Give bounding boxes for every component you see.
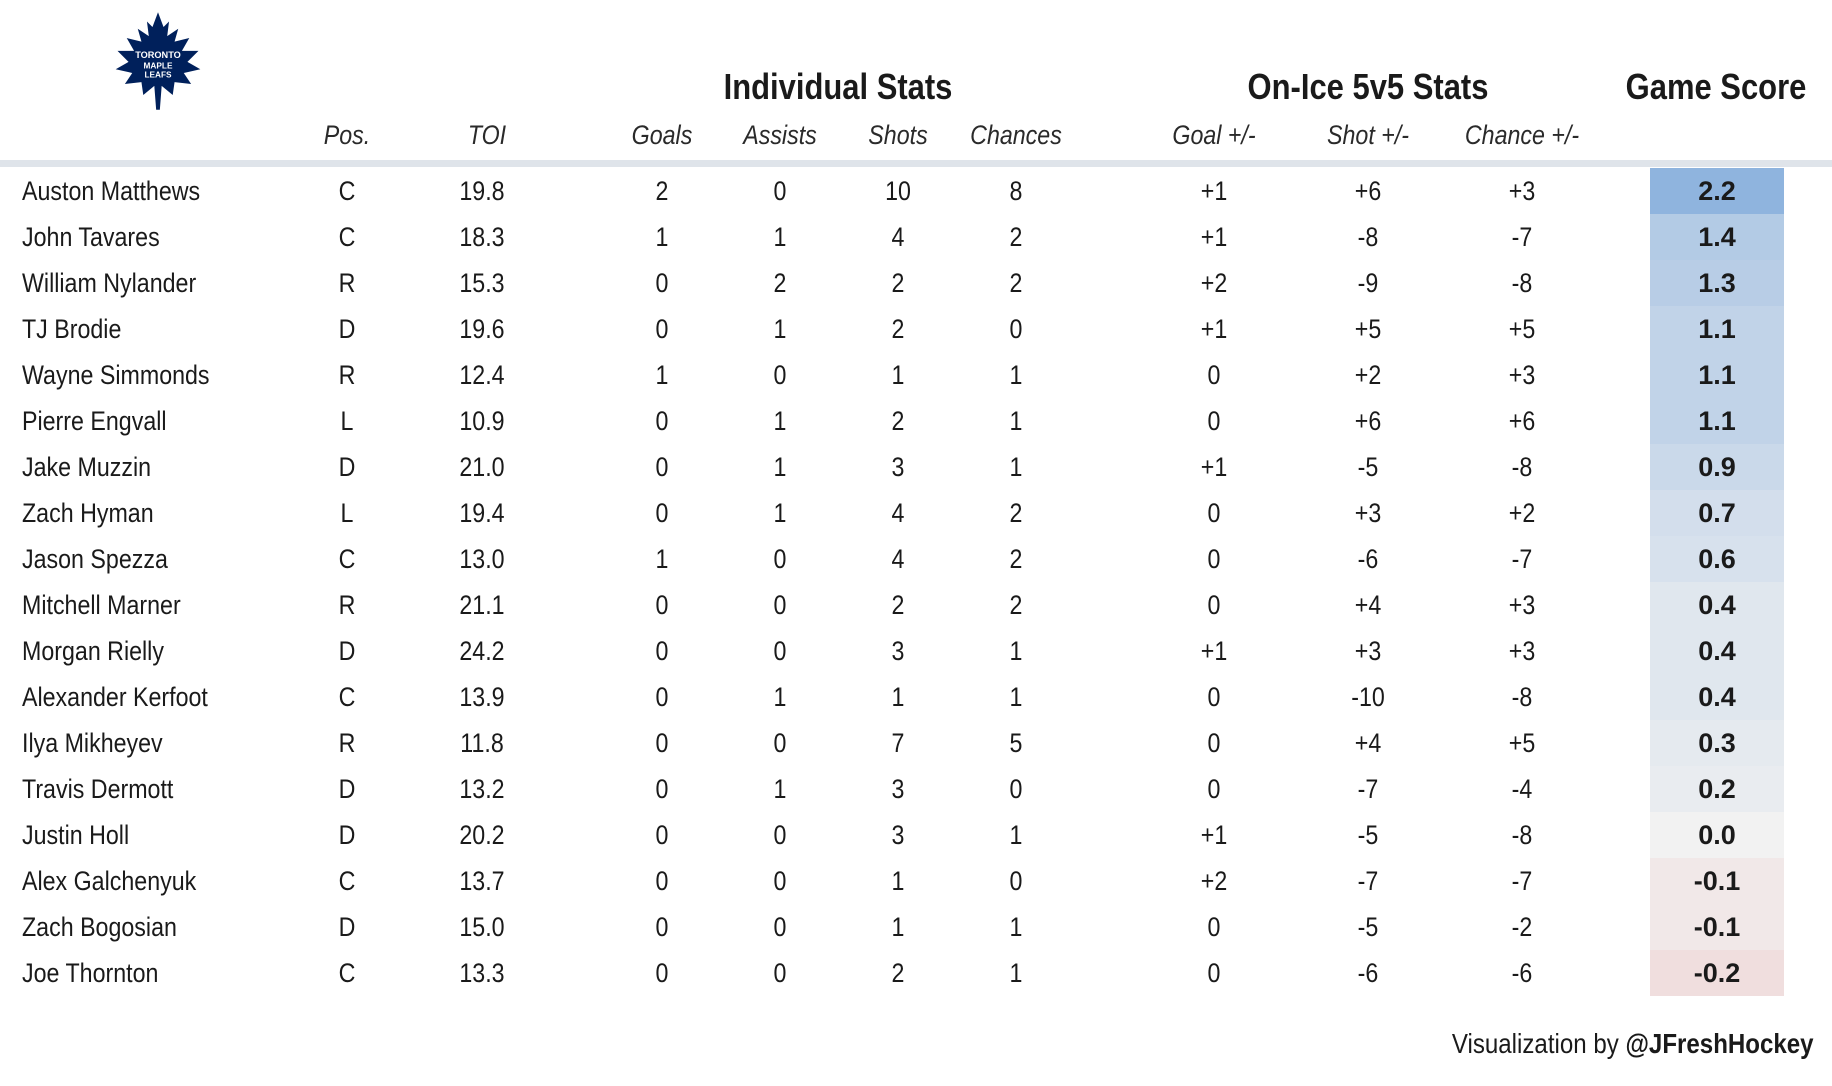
player-chances: 5 (1009, 728, 1023, 758)
player-chance-pm: -6 (1511, 958, 1533, 988)
player-assists: 1 (773, 406, 787, 436)
player-goal-pm: +2 (1200, 268, 1228, 298)
player-goals: 1 (655, 222, 669, 252)
player-goal-pm: +1 (1200, 176, 1228, 206)
player-shot-pm: +6 (1354, 406, 1382, 436)
player-chance-pm: -8 (1511, 452, 1533, 482)
player-goals: 0 (655, 866, 669, 896)
game-score-cell: -0.2 (1650, 950, 1784, 996)
player-name: Zach Hyman (22, 498, 154, 528)
group-title-gamescore: Game Score (1625, 66, 1807, 107)
game-score-cell: 0.9 (1650, 444, 1784, 490)
player-shot-pm: -10 (1351, 682, 1385, 712)
player-shots: 2 (891, 590, 905, 620)
player-shot-pm: -6 (1357, 544, 1379, 574)
player-pos: L (340, 498, 354, 528)
player-chances: 2 (1009, 544, 1023, 574)
player-shot-pm: -9 (1357, 268, 1379, 298)
table-row (0, 858, 1832, 904)
attribution-handle: @JFreshHockey (1625, 1028, 1814, 1059)
player-shots: 2 (891, 958, 905, 988)
player-chances: 1 (1009, 958, 1023, 988)
player-chance-pm: -8 (1511, 820, 1533, 850)
player-name: Zach Bogosian (22, 912, 177, 942)
player-shot-pm: +2 (1354, 360, 1382, 390)
player-name: John Tavares (22, 222, 160, 252)
player-name: Alexander Kerfoot (22, 682, 208, 712)
player-chances: 2 (1009, 222, 1023, 252)
player-assists: 1 (773, 498, 787, 528)
table-row (0, 214, 1832, 260)
player-shot-pm: -7 (1357, 774, 1379, 804)
player-chances: 1 (1009, 682, 1023, 712)
player-name: Mitchell Marner (22, 590, 181, 620)
player-assists: 0 (773, 176, 787, 206)
group-title-onice: On-Ice 5v5 Stats (1247, 66, 1489, 107)
player-assists: 0 (773, 590, 787, 620)
logo-text-line2: MAPLE (143, 61, 173, 71)
player-shots: 10 (885, 176, 911, 206)
player-goal-pm: 0 (1207, 406, 1221, 436)
player-assists: 0 (773, 544, 787, 574)
player-assists: 0 (773, 912, 787, 942)
player-chance-pm: +6 (1508, 406, 1536, 436)
player-chances: 2 (1009, 590, 1023, 620)
table-row (0, 352, 1832, 398)
player-goal-pm: +2 (1200, 866, 1228, 896)
player-shots: 7 (891, 728, 905, 758)
player-goal-pm: 0 (1207, 682, 1221, 712)
table-row (0, 582, 1832, 628)
player-goal-pm: 0 (1207, 590, 1221, 620)
player-chances: 1 (1009, 820, 1023, 850)
player-shots: 4 (891, 498, 905, 528)
player-table (0, 168, 1832, 996)
player-goal-pm: +1 (1200, 636, 1228, 666)
game-score-cell: 0.4 (1650, 582, 1784, 628)
player-goals: 2 (655, 176, 669, 206)
player-pos: D (338, 820, 356, 850)
player-pos: C (338, 176, 356, 206)
player-goal-pm: +1 (1200, 820, 1228, 850)
player-shot-pm: +4 (1354, 728, 1382, 758)
player-pos: R (338, 268, 356, 298)
table-row (0, 674, 1832, 720)
player-toi: 15.0 (459, 912, 505, 942)
player-goals: 0 (655, 498, 669, 528)
player-chances: 8 (1009, 176, 1023, 206)
player-shots: 2 (891, 268, 905, 298)
player-chances: 1 (1009, 406, 1023, 436)
player-toi: 18.3 (459, 222, 505, 252)
player-shots: 3 (891, 636, 905, 666)
player-goal-pm: 0 (1207, 544, 1221, 574)
player-chance-pm: +3 (1508, 176, 1536, 206)
player-chances: 2 (1009, 268, 1023, 298)
player-pos: L (340, 406, 354, 436)
player-name: Justin Holl (22, 820, 130, 850)
player-shot-pm: +5 (1354, 314, 1382, 344)
player-pos: R (338, 728, 356, 758)
player-name: Auston Matthews (22, 176, 201, 206)
col-head-goal-pm: Goal +/- (1172, 120, 1256, 150)
player-pos: C (338, 544, 356, 574)
player-toi: 24.2 (459, 636, 505, 666)
player-toi: 10.9 (459, 406, 505, 436)
player-shot-pm: -5 (1357, 452, 1379, 482)
player-goal-pm: +1 (1200, 222, 1228, 252)
player-shots: 3 (891, 774, 905, 804)
player-shot-pm: -5 (1357, 820, 1379, 850)
col-head-chances: Chances (970, 120, 1062, 150)
player-toi: 21.0 (459, 452, 505, 482)
player-goals: 1 (655, 544, 669, 574)
table-row (0, 812, 1832, 858)
player-shot-pm: -8 (1357, 222, 1379, 252)
col-head-goals: Goals (631, 120, 693, 150)
player-toi: 12.4 (459, 360, 505, 390)
player-name: Joe Thornton (22, 958, 159, 988)
player-chance-pm: +3 (1508, 360, 1536, 390)
player-goals: 0 (655, 452, 669, 482)
player-pos: D (338, 912, 356, 942)
player-assists: 2 (773, 268, 787, 298)
player-name: Jason Spezza (22, 544, 168, 574)
player-name: Wayne Simmonds (22, 360, 210, 390)
game-score-cell: 0.4 (1650, 674, 1784, 720)
player-chance-pm: +3 (1508, 590, 1536, 620)
player-goal-pm: 0 (1207, 360, 1221, 390)
player-assists: 1 (773, 222, 787, 252)
player-shots: 3 (891, 452, 905, 482)
table-row (0, 720, 1832, 766)
game-score-cell: 0.7 (1650, 490, 1784, 536)
table-row (0, 260, 1832, 306)
player-chances: 0 (1009, 314, 1023, 344)
table-row (0, 398, 1832, 444)
player-chances: 0 (1009, 774, 1023, 804)
player-chance-pm: +2 (1508, 498, 1536, 528)
col-head-toi: TOI (467, 120, 507, 150)
player-shots: 1 (891, 866, 905, 896)
player-toi: 13.0 (459, 544, 505, 574)
player-chance-pm: -8 (1511, 268, 1533, 298)
player-goals: 0 (655, 590, 669, 620)
player-shots: 4 (891, 544, 905, 574)
player-chance-pm: +5 (1508, 314, 1536, 344)
player-goals: 1 (655, 360, 669, 390)
player-goal-pm: 0 (1207, 958, 1221, 988)
player-name: Jake Muzzin (22, 452, 152, 482)
game-score-cell: 2.2 (1650, 168, 1784, 214)
game-score-cell: 0.6 (1650, 536, 1784, 582)
player-goals: 0 (655, 958, 669, 988)
player-toi: 19.4 (459, 498, 505, 528)
game-score-cell: 1.1 (1650, 352, 1784, 398)
game-score-cell: 1.3 (1650, 260, 1784, 306)
player-shot-pm: +3 (1354, 498, 1382, 528)
game-score-cell: 1.1 (1650, 398, 1784, 444)
player-toi: 13.7 (459, 866, 505, 896)
table-row (0, 444, 1832, 490)
player-pos: D (338, 314, 356, 344)
player-goals: 0 (655, 406, 669, 436)
player-goals: 0 (655, 268, 669, 298)
player-chance-pm: +3 (1508, 636, 1536, 666)
game-score-cell: 1.1 (1650, 306, 1784, 352)
player-assists: 0 (773, 360, 787, 390)
player-shots: 3 (891, 820, 905, 850)
player-name: Ilya Mikheyev (22, 728, 163, 758)
logo-text-line3: LEAFS (144, 70, 172, 80)
player-name: Travis Dermott (22, 774, 174, 804)
attribution (1452, 1028, 1814, 1060)
table-row (0, 904, 1832, 950)
player-goal-pm: 0 (1207, 498, 1221, 528)
col-head-assists: Assists (743, 120, 817, 150)
player-goals: 0 (655, 682, 669, 712)
player-chance-pm: -8 (1511, 682, 1533, 712)
player-pos: R (338, 590, 356, 620)
player-goal-pm: 0 (1207, 912, 1221, 942)
maple-leaf-logo-icon (112, 10, 204, 112)
player-shots: 2 (891, 406, 905, 436)
game-score-cell: 0.0 (1650, 812, 1784, 858)
player-shots: 1 (891, 912, 905, 942)
player-goals: 0 (655, 314, 669, 344)
player-chance-pm: -7 (1511, 544, 1533, 574)
player-toi: 20.2 (459, 820, 505, 850)
player-toi: 21.1 (459, 590, 505, 620)
player-name: Alex Galchenyuk (22, 866, 197, 896)
player-chances: 2 (1009, 498, 1023, 528)
player-name: William Nylander (22, 268, 197, 298)
player-name: TJ Brodie (22, 314, 122, 344)
player-pos: C (338, 222, 356, 252)
player-shots: 1 (891, 360, 905, 390)
player-assists: 0 (773, 636, 787, 666)
table-row (0, 536, 1832, 582)
player-name: Pierre Engvall (22, 406, 167, 436)
player-name: Morgan Rielly (22, 636, 164, 666)
player-assists: 1 (773, 774, 787, 804)
col-head-shot-pm: Shot +/- (1327, 120, 1409, 150)
header-divider (0, 160, 1832, 167)
player-assists: 0 (773, 866, 787, 896)
player-toi: 13.3 (459, 958, 505, 988)
game-score-cell: -0.1 (1650, 858, 1784, 904)
table-row (0, 168, 1832, 214)
game-score-cell: 1.4 (1650, 214, 1784, 260)
player-chance-pm: -7 (1511, 222, 1533, 252)
player-shots: 4 (891, 222, 905, 252)
table-row (0, 950, 1832, 996)
player-chances: 0 (1009, 866, 1023, 896)
player-goal-pm: +1 (1200, 452, 1228, 482)
table-row (0, 306, 1832, 352)
logo-text-line1: TORONTO (135, 50, 181, 61)
col-head-shots: Shots (868, 120, 928, 150)
player-shot-pm: +4 (1354, 590, 1382, 620)
player-pos: D (338, 636, 356, 666)
player-goals: 0 (655, 728, 669, 758)
player-goal-pm: 0 (1207, 728, 1221, 758)
table-row (0, 628, 1832, 674)
table-row (0, 490, 1832, 536)
player-shot-pm: -7 (1357, 866, 1379, 896)
player-goals: 0 (655, 636, 669, 666)
player-shot-pm: -5 (1357, 912, 1379, 942)
player-assists: 0 (773, 728, 787, 758)
game-score-cell: 0.2 (1650, 766, 1784, 812)
player-assists: 1 (773, 314, 787, 344)
player-assists: 1 (773, 452, 787, 482)
game-score-cell: 0.3 (1650, 720, 1784, 766)
player-assists: 0 (773, 958, 787, 988)
player-shot-pm: +6 (1354, 176, 1382, 206)
player-chance-pm: -4 (1511, 774, 1533, 804)
attribution-prefix: Visualization by (1452, 1028, 1626, 1059)
player-goals: 0 (655, 820, 669, 850)
player-chances: 1 (1009, 360, 1023, 390)
player-pos: C (338, 866, 356, 896)
player-chances: 1 (1009, 452, 1023, 482)
player-assists: 0 (773, 820, 787, 850)
player-chance-pm: +5 (1508, 728, 1536, 758)
player-toi: 19.8 (459, 176, 505, 206)
player-pos: C (338, 682, 356, 712)
player-goal-pm: 0 (1207, 774, 1221, 804)
player-chance-pm: -2 (1511, 912, 1533, 942)
player-toi: 13.9 (459, 682, 505, 712)
player-toi: 15.3 (459, 268, 505, 298)
col-head-chance-pm: Chance +/- (1464, 120, 1580, 150)
game-score-cell: -0.1 (1650, 904, 1784, 950)
player-pos: D (338, 452, 356, 482)
table-row (0, 766, 1832, 812)
player-shots: 1 (891, 682, 905, 712)
player-assists: 1 (773, 682, 787, 712)
game-score-cell: 0.4 (1650, 628, 1784, 674)
player-pos: R (338, 360, 356, 390)
player-pos: C (338, 958, 356, 988)
player-shot-pm: -6 (1357, 958, 1379, 988)
player-chances: 1 (1009, 636, 1023, 666)
player-chance-pm: -7 (1511, 866, 1533, 896)
col-head-pos: Pos. (323, 120, 371, 150)
player-toi: 13.2 (459, 774, 505, 804)
player-chances: 1 (1009, 912, 1023, 942)
player-shots: 2 (891, 314, 905, 344)
group-title-individual: Individual Stats (723, 66, 953, 107)
player-goal-pm: +1 (1200, 314, 1228, 344)
player-goals: 0 (655, 912, 669, 942)
player-toi: 11.8 (460, 728, 504, 758)
player-toi: 19.6 (459, 314, 505, 344)
player-pos: D (338, 774, 356, 804)
player-goals: 0 (655, 774, 669, 804)
player-shot-pm: +3 (1354, 636, 1382, 666)
